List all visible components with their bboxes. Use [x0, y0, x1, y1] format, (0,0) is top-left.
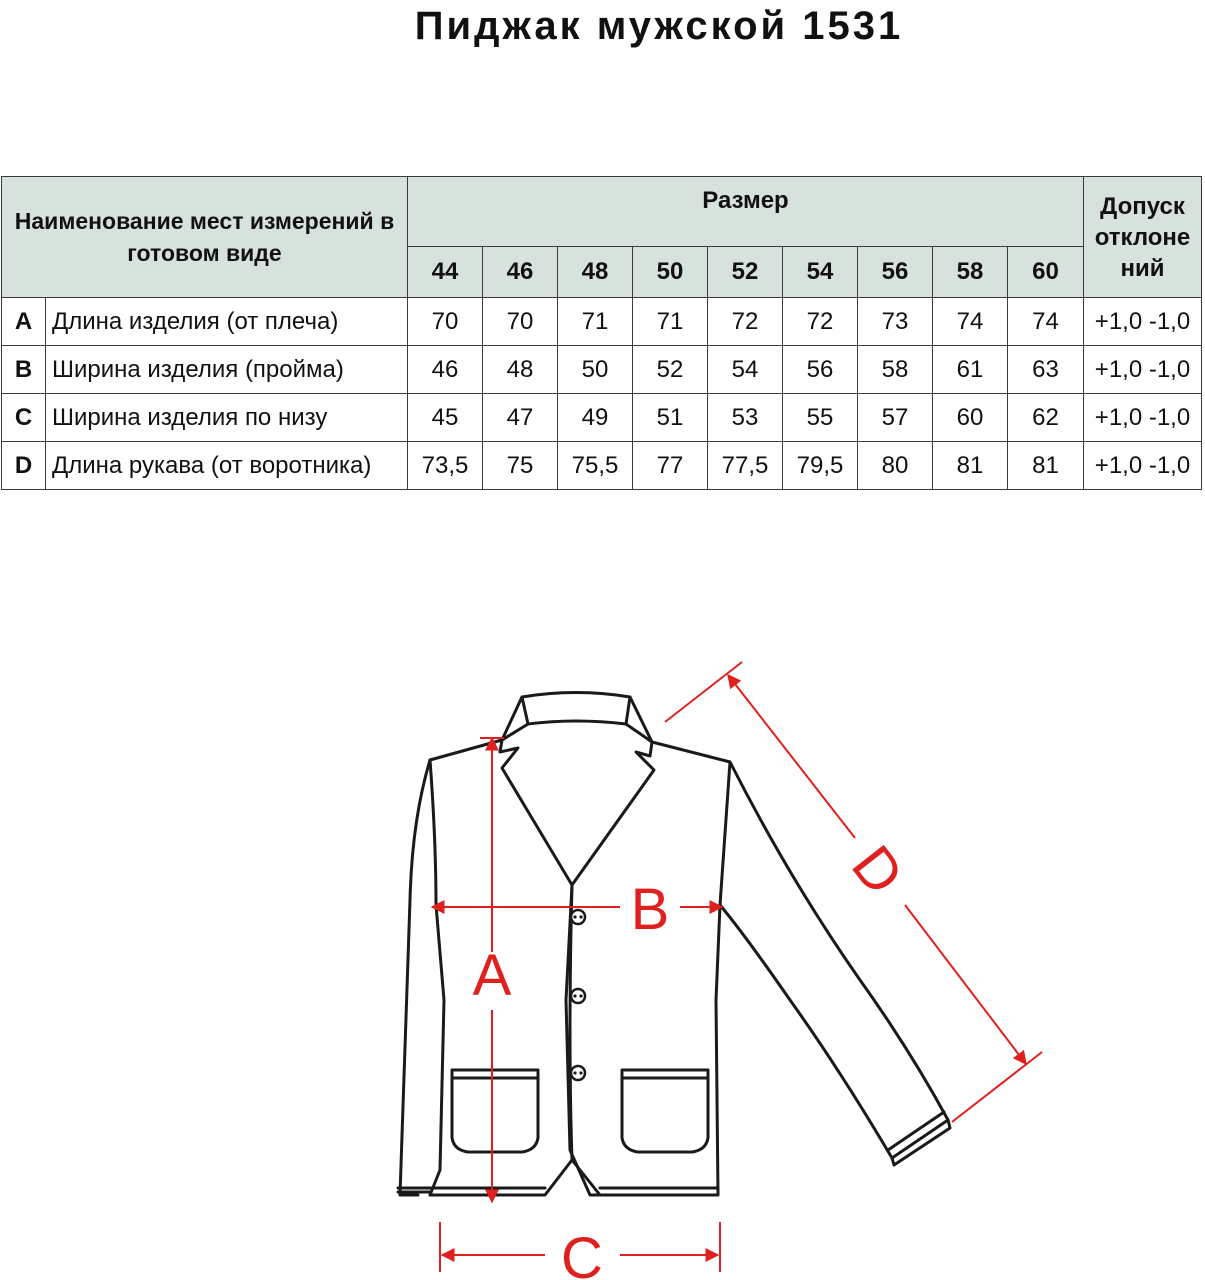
- value-cell: 77,5: [708, 442, 783, 490]
- value-cell: 45: [408, 394, 483, 442]
- value-cell: 53: [708, 394, 783, 442]
- row-name: Длина рукава (от воротника): [46, 442, 408, 490]
- value-cell: 72: [708, 298, 783, 346]
- value-cell: 61: [933, 346, 1008, 394]
- value-cell: 75: [483, 442, 558, 490]
- value-cell: 47: [483, 394, 558, 442]
- measurement-labels: [473, 834, 916, 1280]
- size-header-cell: 58: [933, 247, 1008, 298]
- value-cell: 52: [633, 346, 708, 394]
- size-header-cell: 46: [483, 247, 558, 298]
- row-letter: D: [2, 442, 46, 490]
- value-cell: 55: [783, 394, 858, 442]
- value-cell: 51: [633, 394, 708, 442]
- value-cell: 70: [483, 298, 558, 346]
- label-c: C: [561, 1226, 603, 1280]
- row-letter: A: [2, 298, 46, 346]
- value-cell: 80: [858, 442, 933, 490]
- button-icon: [571, 910, 585, 924]
- value-cell: 72: [783, 298, 858, 346]
- measure-d-line: [728, 675, 855, 838]
- value-cell: 74: [1008, 298, 1084, 346]
- table-row: [2, 442, 1202, 490]
- label-b: B: [630, 877, 670, 942]
- table-row: [2, 298, 1202, 346]
- size-header-cell: 60: [1008, 247, 1084, 298]
- value-cell: 73: [858, 298, 933, 346]
- measurement-lines: [432, 662, 1042, 1272]
- value-cell: 81: [933, 442, 1008, 490]
- size-header-cell: 48: [558, 247, 633, 298]
- tolerance-cell: +1,0 -1,0: [1084, 442, 1202, 490]
- value-cell: 54: [708, 346, 783, 394]
- value-cell: 75,5: [558, 442, 633, 490]
- buttons: [571, 910, 585, 1080]
- value-cell: 77: [633, 442, 708, 490]
- size-header-cell: 44: [408, 247, 483, 298]
- tolerance-cell: +1,0 -1,0: [1084, 346, 1202, 394]
- value-cell: 74: [933, 298, 1008, 346]
- value-cell: 79,5: [783, 442, 858, 490]
- header-size: Размер: [408, 177, 1084, 247]
- measure-d-line: [905, 905, 1026, 1064]
- value-cell: 49: [558, 394, 633, 442]
- tolerance-cell: +1,0 -1,0: [1084, 298, 1202, 346]
- value-cell: 60: [933, 394, 1008, 442]
- label-a: A: [472, 943, 512, 1008]
- value-cell: 73,5: [408, 442, 483, 490]
- row-name: Длина изделия (от плеча): [46, 298, 408, 346]
- value-cell: 50: [558, 346, 633, 394]
- size-chart-table: [1, 176, 1202, 490]
- header-tolerance: Допуск отклоне ний: [1084, 177, 1202, 298]
- value-cell: 62: [1008, 394, 1084, 442]
- value-cell: 48: [483, 346, 558, 394]
- value-cell: 58: [858, 346, 933, 394]
- value-cell: 56: [783, 346, 858, 394]
- table-row: [2, 394, 1202, 442]
- button-icon: [571, 989, 585, 1003]
- value-cell: 71: [633, 298, 708, 346]
- value-cell: 57: [858, 394, 933, 442]
- label-d: D: [839, 833, 917, 907]
- size-header-cell: 54: [783, 247, 858, 298]
- jacket-measurement-diagram: [0, 640, 1205, 1280]
- button-icon: [571, 1066, 585, 1080]
- value-cell: 81: [1008, 442, 1084, 490]
- tolerance-cell: +1,0 -1,0: [1084, 394, 1202, 442]
- size-header-cell: 52: [708, 247, 783, 298]
- row-name: Ширина изделия по низу: [46, 394, 408, 442]
- row-name: Ширина изделия (пройма): [46, 346, 408, 394]
- header-measurement-name: Наименование мест измерений в готовом виде: [2, 177, 408, 298]
- value-cell: 63: [1008, 346, 1084, 394]
- value-cell: 46: [408, 346, 483, 394]
- row-letter: B: [2, 346, 46, 394]
- page-title: Пиджак мужской 1531: [414, 4, 904, 48]
- table-row: [2, 346, 1202, 394]
- size-header-cell: 56: [858, 247, 933, 298]
- size-header-cell: 50: [633, 247, 708, 298]
- row-letter: C: [2, 394, 46, 442]
- value-cell: 70: [408, 298, 483, 346]
- value-cell: 71: [558, 298, 633, 346]
